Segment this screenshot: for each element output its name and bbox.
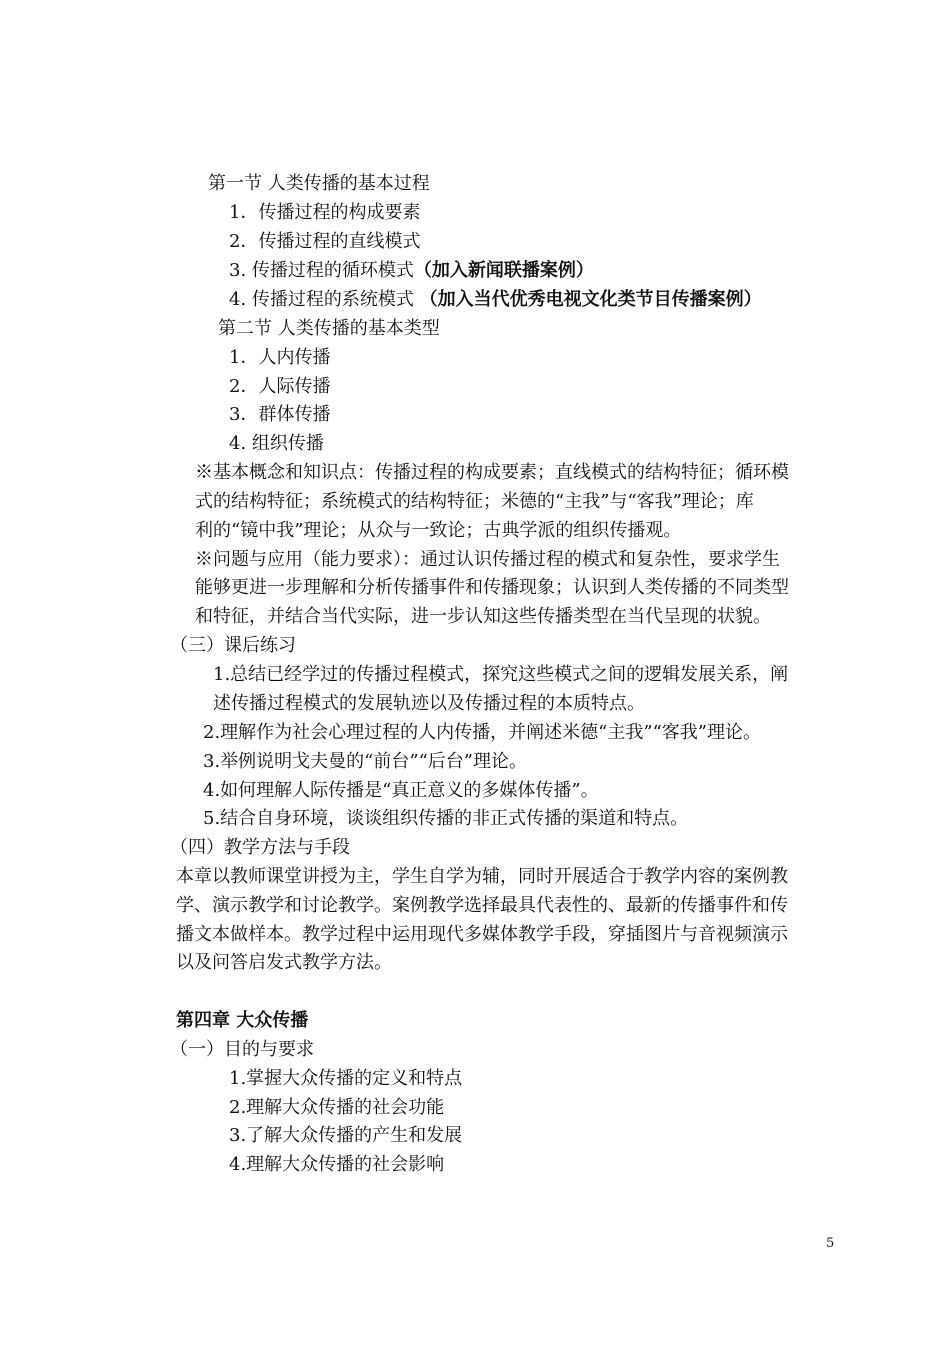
list-item: 2．人际传播: [229, 376, 331, 397]
page-number: 5: [826, 1236, 835, 1251]
chapter-subheading: （一）目的与要求: [170, 1039, 314, 1060]
methods-heading: （四）教学方法与手段: [170, 837, 350, 858]
exercise-line: 2.理解作为社会心理过程的人内传播，并阐述米德“主我”“客我”理论。: [203, 722, 761, 743]
exercise-line: 3.举例说明戈夫曼的“前台”“后台”理论。: [203, 751, 527, 772]
concepts-paragraph-line: 式的结构特征；系统模式的结构特征；米德的“主我”与“客我”理论；库: [195, 491, 754, 512]
application-paragraph-line: 和特征，并结合当代实际，进一步认知这些传播类型在当代呈现的状貌。: [195, 606, 771, 627]
chapter-title: 第四章 大众传播: [176, 1010, 309, 1031]
list-item: 3.了解大众传播的产生和发展: [229, 1125, 463, 1146]
list-item: 2.理解大众传播的社会功能: [229, 1097, 445, 1118]
list-item: 1．传播过程的构成要素: [229, 202, 421, 223]
methods-paragraph-line: 播文本做样本。教学过程中运用现代多媒体教学手段，穿插图片与音视频演示: [176, 924, 788, 945]
methods-paragraph-line: 学、演示教学和讨论教学。案例教学选择最具代表性的、最新的传播事件和传: [176, 895, 788, 916]
exercises-heading: （三）课后练习: [170, 635, 296, 656]
application-paragraph-line: ※问题与应用（能力要求）：通过认识传播过程的模式和复杂性，要求学生: [195, 549, 780, 570]
list-item: 2．传播过程的直线模式: [229, 231, 421, 252]
list-item: 4. 组织传播: [229, 433, 324, 454]
case-note: （加入新闻联播案例）: [413, 260, 594, 281]
section-heading: 第二节 人类传播的基本类型: [218, 318, 440, 339]
section-heading: 第一节 人类传播的基本过程: [208, 173, 430, 194]
list-item: 1．人内传播: [229, 347, 331, 368]
exercise-line: 5.结合自身环境，谈谈组织传播的非正式传播的渠道和特点。: [203, 808, 689, 829]
list-item: 3. 传播过程的循环模式（加入新闻联播案例）: [229, 260, 594, 281]
application-paragraph-line: 能够更进一步理解和分析传播事件和传播现象；认识到人类传播的不同类型: [195, 577, 789, 598]
exercise-line: 述传播过程模式的发展轨迹以及传播过程的本质特点。: [213, 693, 645, 714]
concepts-paragraph-line: ※基本概念和知识点：传播过程的构成要素；直线模式的结构特征；循环模: [195, 462, 789, 483]
methods-paragraph-line: 本章以教师课堂讲授为主，学生自学为辅，同时开展适合于教学内容的案例教: [176, 866, 788, 887]
methods-paragraph-line: 以及问答启发式教学方法。: [176, 952, 392, 973]
list-item: 3．群体传播: [229, 404, 331, 425]
concepts-paragraph-line: 利的“镜中我”理论；从众与一致论；古典学派的组织传播观。: [195, 520, 682, 541]
case-note: （加入当代优秀电视文化类节目传播案例）: [419, 289, 762, 310]
exercise-line: 4.如何理解人际传播是“真正意义的多媒体传播”。: [203, 780, 599, 801]
list-item: 1.掌握大众传播的定义和特点: [229, 1068, 463, 1089]
exercise-line: 1.总结已经学过的传播过程模式，探究这些模式之间的逻辑发展关系，阐: [213, 664, 789, 685]
list-item: 4. 传播过程的系统模式 （加入当代优秀电视文化类节目传播案例）: [229, 289, 762, 310]
list-item: 4.理解大众传播的社会影响: [229, 1154, 445, 1175]
